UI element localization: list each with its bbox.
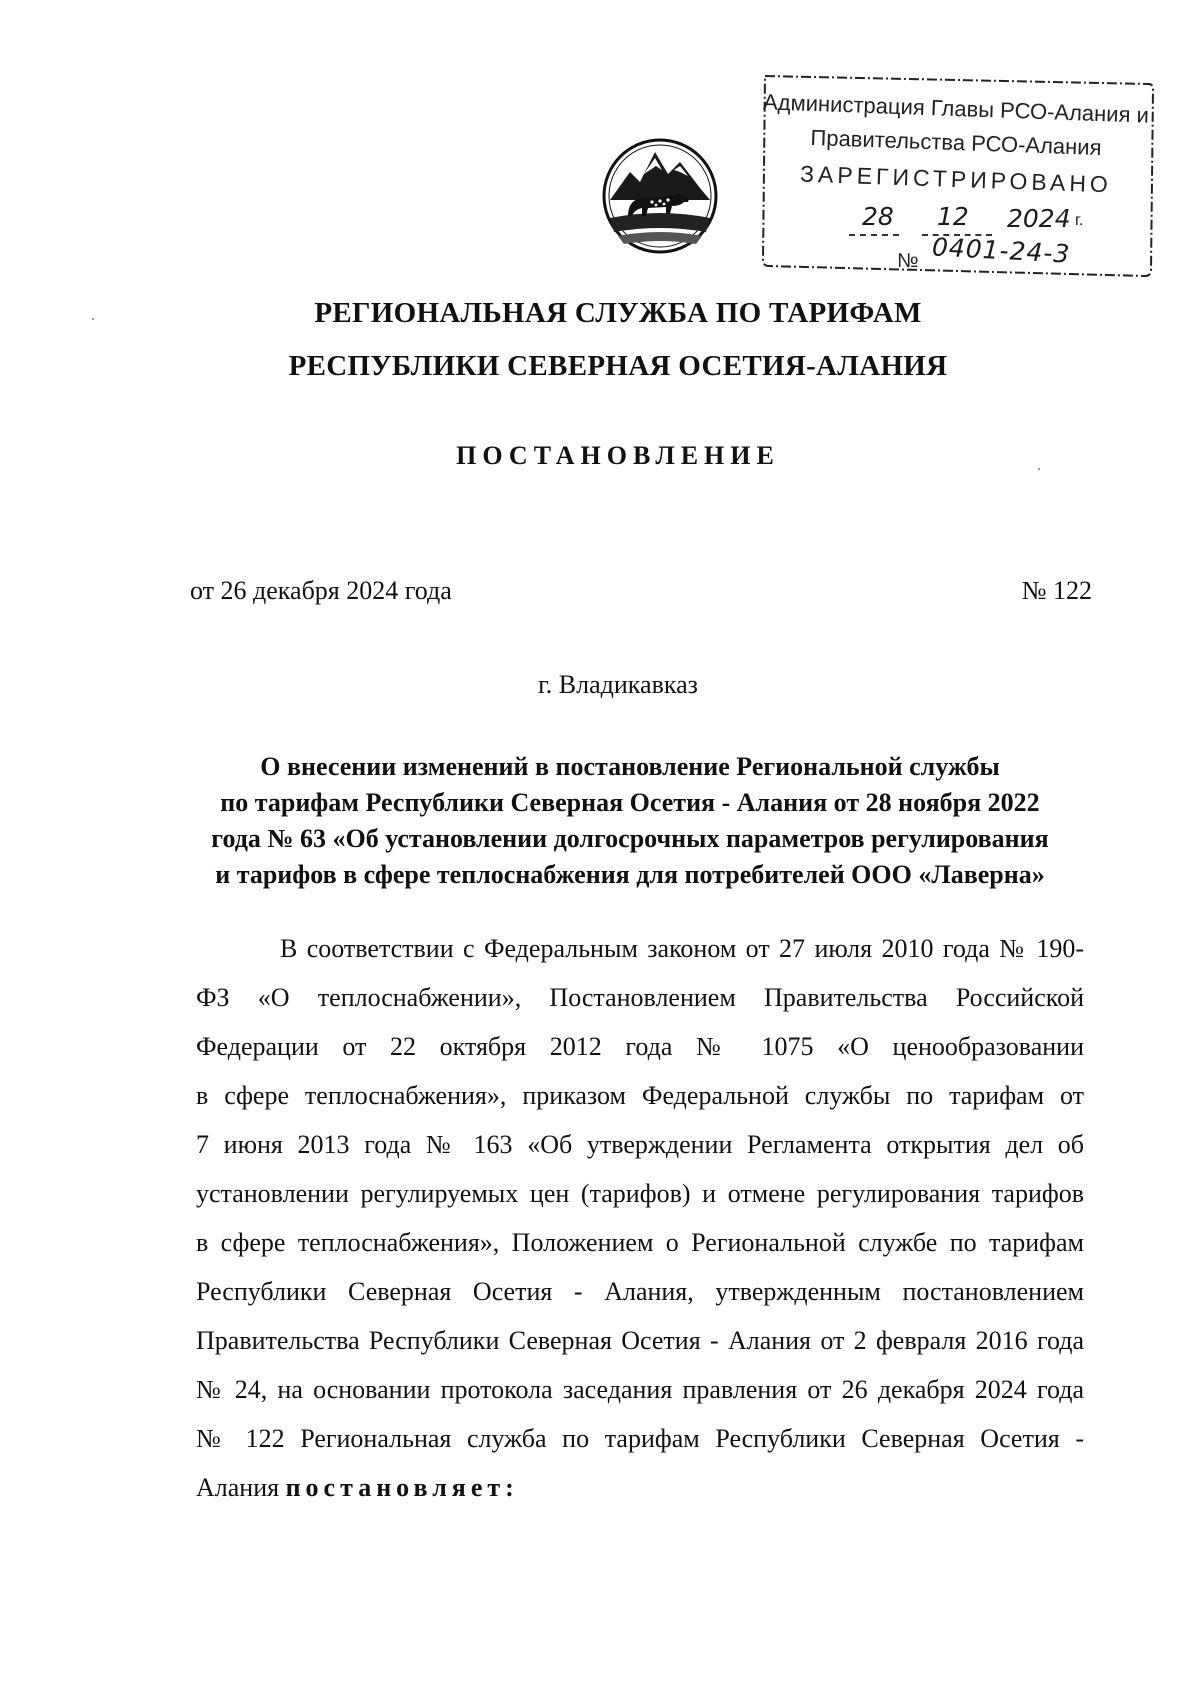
document-subject (190, 749, 1070, 893)
subject-line: года № 63 «Об установлении долгосрочных параметров регулирования (211, 824, 1049, 853)
subject-line: по тарифам Республики Северная Осетия - Алания от 28 ноября 2022 (220, 788, 1040, 817)
body-line: Федерации от 22 октября 2012 года № 1075 «О ценообразовании (196, 1032, 1084, 1061)
organization-name-line1: РЕГИОНАЛЬНАЯ СЛУЖБА ПО ТАРИФАМ (314, 297, 922, 329)
document-date: от 26 декабря 2024 года (190, 576, 452, 605)
stamp-date-year: 2024 (1007, 204, 1071, 233)
body-line: № 122 Региональная служба по тарифам Республики Северная Осетия - (196, 1424, 1084, 1453)
stamp-date-month: 12 (937, 202, 969, 231)
stamp-authority-line2: Правительства РСО-Алания (810, 124, 1102, 161)
document-body (196, 924, 1084, 1512)
body-line: в сфере теплоснабжения», Положением о Региональной службе по тарифам (196, 1228, 1084, 1257)
document-city: г. Владикавказ (538, 670, 698, 699)
body-line: ФЗ «О теплоснабжении», Постановлением Правительства Российской (196, 983, 1084, 1012)
stamp-authority-line1: Администрация Главы РСО-Алания и (762, 89, 1150, 128)
subject-line: О внесении изменений в постановление Региональной службы (260, 752, 1000, 781)
body-line: в сфере теплоснабжения», приказом Федеральной службы по тарифам от (196, 1081, 1084, 1110)
coat-of-arms-emblem (600, 136, 720, 256)
stamp-date-day: 28 (862, 202, 894, 231)
stamp-year-suffix: г. (1075, 212, 1084, 229)
resolves-prefix: Алания (196, 1473, 286, 1502)
scan-speck (1038, 468, 1040, 470)
body-line: Республики Северная Осетия - Алания, утвержденным постановлением (196, 1277, 1084, 1306)
registration-stamp (757, 70, 1155, 282)
stamp-registration-number: 0401-24-3 (931, 232, 1072, 269)
body-line: 7 июня 2013 года № 163 «Об утверждении Регламента открытия дел об (196, 1130, 1084, 1159)
body-line: В соответствии с Федеральным законом от 27 июля 2010 года № 190- (280, 934, 1084, 963)
subject-line: и тарифов в сфере теплоснабжения для потребителей ООО «Лаверна» (215, 860, 1045, 889)
document-type-title: ПОСТАНОВЛЕНИЕ (456, 441, 780, 470)
organization-name-line2: РЕСПУБЛИКИ СЕВЕРНАЯ ОСЕТИЯ-АЛАНИЯ (288, 350, 948, 382)
scan-speck (92, 318, 94, 320)
body-line: Правительства Республики Северная Осетия - Алания от 2 февраля 2016 года (196, 1326, 1084, 1355)
stamp-registered-label: ЗАРЕГИСТРИРОВАНО (799, 160, 1113, 198)
stamp-number-label: № (897, 250, 919, 272)
document-number: № 122 (1021, 576, 1092, 605)
resolves-keyword: постановляет: (285, 1473, 519, 1502)
body-line-resolves (196, 1463, 1084, 1512)
body-line: установлении регулируемых цен (тарифов) и отмене регулирования тарифов (196, 1179, 1084, 1208)
stamp-day-underline (849, 234, 899, 237)
body-line: № 24, на основании протокола заседания правления от 26 декабря 2024 года (196, 1375, 1084, 1404)
